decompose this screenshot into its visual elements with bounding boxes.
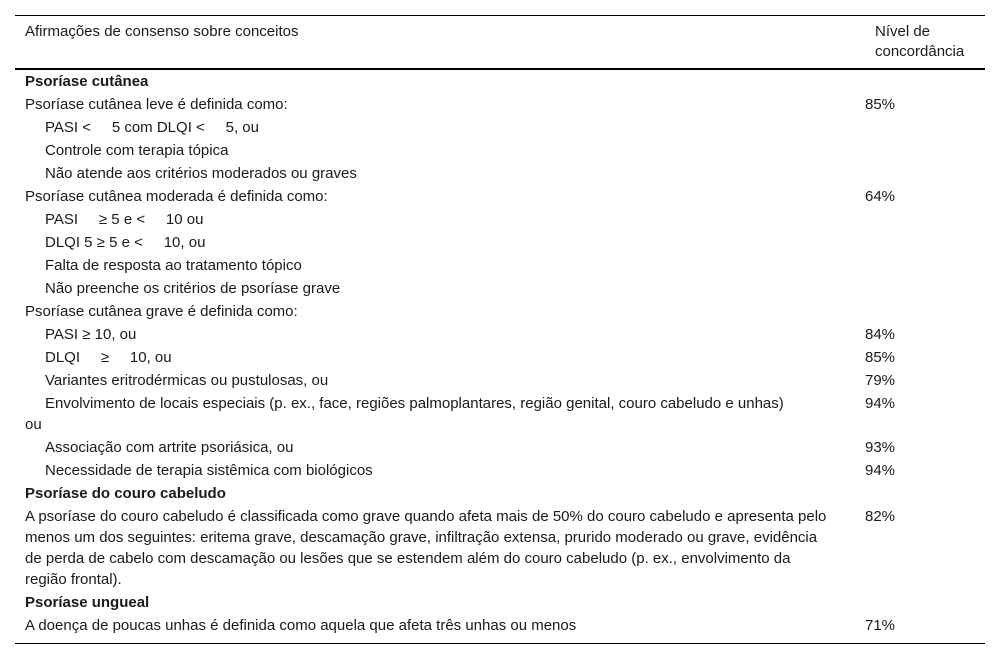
row-text: Psoríase do couro cabeludo: [25, 485, 226, 502]
table-row: [15, 70, 985, 93]
table-row: [15, 277, 985, 300]
row-text: ou: [25, 416, 42, 433]
row-value: [865, 300, 985, 323]
row-text: Não atende aos critérios moderados ou graves: [45, 165, 357, 182]
row-value: [865, 482, 985, 505]
table-row: [15, 254, 985, 277]
table-row: [15, 300, 985, 323]
row-value: 93%: [865, 439, 896, 456]
row-value: [865, 277, 985, 300]
row-value: [865, 162, 985, 185]
row-value: 94%: [865, 462, 896, 479]
row-text: PASI ≥ 5 e < 10 ou: [45, 211, 204, 228]
row-value: [865, 415, 985, 434]
row-value: [865, 70, 985, 93]
row-text: Psoríase cutânea grave é definida como:: [25, 303, 298, 320]
row-text: Necessidade de terapia sistêmica com biológicos: [45, 462, 373, 479]
row-value: [865, 231, 985, 254]
table-row: [15, 369, 985, 392]
row-value: 64%: [865, 188, 896, 205]
row-value: 84%: [865, 326, 896, 343]
table-row: [15, 162, 985, 185]
table-row: [15, 208, 985, 231]
row-value: 71%: [865, 617, 896, 634]
row-value: [865, 116, 985, 139]
row-value: 85%: [865, 96, 896, 113]
header-statements: Afirmações de consenso sobre conceitos: [25, 23, 299, 40]
row-text: Falta de resposta ao tratamento tópico: [45, 257, 302, 274]
row-value: 85%: [865, 349, 896, 366]
row-value: [865, 208, 985, 231]
table-row: [15, 591, 985, 614]
bottom-rule: [15, 643, 985, 644]
row-text: Psoríase cutânea: [25, 73, 149, 90]
table-header: [15, 16, 985, 68]
table-row: [15, 459, 985, 482]
table-row: [15, 505, 985, 591]
row-value: 79%: [865, 372, 896, 389]
row-text: A doença de poucas unhas é definida como aquela que afeta três unhas ou menos: [25, 617, 577, 634]
table-row: [15, 482, 985, 505]
row-text: DLQI ≥ 10, ou: [45, 349, 172, 366]
row-text: A psoríase do couro cabeludo é classificada como grave quando afeta mais de 50% do couro cabeludo e apresenta pelo menos um dos seguintes: eritema grave, descamação grave, infiltração extensa, prurido moderado ou grave, evidência de perda de cabelo com descamação ou lesões que se estendem além do couro cabeludo (p. ex., envolvimento da região frontal).: [25, 508, 827, 588]
row-text: Psoríase cutânea leve é definida como:: [25, 96, 288, 113]
row-text: Variantes eritrodérmicas ou pustulosas, ou: [45, 372, 329, 389]
table-row: [15, 116, 985, 139]
row-text: Psoríase ungueal: [25, 594, 150, 611]
consensus-table: [15, 15, 985, 644]
table-row: [15, 415, 985, 434]
table-row: [15, 392, 985, 415]
table-row: [15, 434, 985, 459]
table-row: [15, 231, 985, 254]
row-value: [865, 139, 985, 162]
row-text: Psoríase cutânea moderada é definida como:: [25, 188, 328, 205]
row-value: [865, 254, 985, 277]
row-value: 94%: [865, 395, 896, 412]
row-text: Controle com terapia tópica: [45, 142, 229, 159]
row-text: Envolvimento de locais especiais (p. ex., face, regiões palmoplantares, região genital, couro cabeludo e unhas): [45, 395, 784, 412]
row-text: Associação com artrite psoriásica, ou: [45, 439, 294, 456]
row-value: 82%: [865, 508, 896, 525]
table-row: [15, 323, 985, 346]
header-agreement: Nível de concordância: [875, 23, 965, 60]
table-row: [15, 93, 985, 116]
table-row: [15, 614, 985, 637]
table-row: [15, 139, 985, 162]
table-row: [15, 185, 985, 208]
row-text: PASI < 5 com DLQI < 5, ou: [45, 119, 259, 136]
row-text: PASI ≥ 10, ou: [45, 326, 137, 343]
table-row: [15, 346, 985, 369]
row-value: [865, 591, 985, 614]
row-text: DLQI 5 ≥ 5 e < 10, ou: [45, 234, 206, 251]
table-body: [15, 70, 985, 637]
row-text: Não preenche os critérios de psoríase grave: [45, 280, 341, 297]
